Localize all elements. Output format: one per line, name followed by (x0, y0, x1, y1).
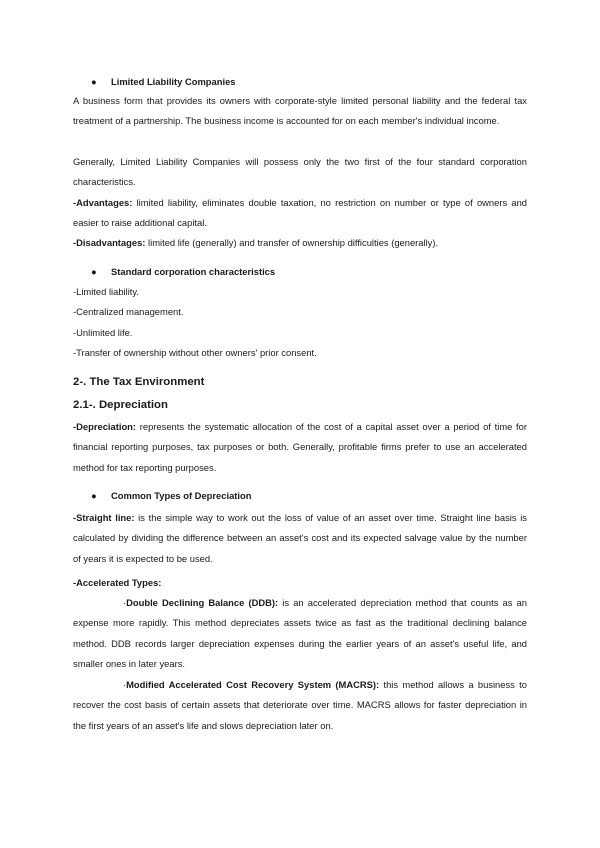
subsection-title: 2.1-. Depreciation (73, 399, 168, 411)
llc-characteristics-note: Generally, Limited Liability Companies will possess only the two first of the four standard corporation characteristics. (73, 156, 527, 188)
straight-line-paragraph (73, 508, 527, 569)
ddb-paragraph (73, 593, 527, 674)
bullet-dot: ● (91, 266, 97, 277)
disadvantages-label: -Disadvantages: (73, 237, 146, 248)
straight-line-text: is the simple way to work out the loss of value of an asset over time. Straight line basis is calculated by dividing the difference between an asset's cost and its expected salvage value by the number of years it is expected to be used. (73, 512, 527, 564)
standard-item: -Limited liability. (73, 286, 139, 297)
macrs-label: Modified Accelerated Cost Recovery System (MACRS): (126, 679, 380, 690)
standard-item: -Transfer of ownership without other owners' prior consent. (73, 347, 317, 358)
section-title: 2-. The Tax Environment (73, 376, 205, 388)
depreciation-definition (73, 417, 527, 478)
llc-disadvantages (73, 233, 527, 253)
standard-heading: Standard corporation characteristics (111, 266, 276, 277)
depreciation-label: -Depreciation: (73, 421, 137, 432)
depreciation-text: represents the systematic allocation of the cost of a capital asset over a period of time for financial reporting purposes, tax purposes or both. Generally, profitable firms prefer to use an accelerated method for tax reporting purposes. (73, 421, 527, 473)
straight-line-label: -Straight line: (73, 512, 135, 523)
ddb-label: Double Declining Balance (DDB): (126, 597, 279, 608)
bullet-dot: ● (91, 76, 97, 87)
macrs-prefix: · (123, 679, 127, 690)
types-heading: Common Types of Depreciation (111, 490, 252, 501)
disadvantages-text: limited life (generally) and transfer of ownership difficulties (generally). (145, 237, 439, 248)
macrs-text: this method allows a business to recover the cost basis of certain assets that deteriorate over time. MACRS allows for faster depreciation in the first years of an asset's life and slows depreciation later on. (73, 679, 527, 731)
standard-item: -Centralized management. (73, 306, 184, 317)
llc-heading: Limited Liability Companies (111, 76, 236, 87)
ddb-text: is an accelerated depreciation method that counts as an expense more rapidly. This method depreciates assets twice as fast as the traditional declining balance method. DDB records larger depreciation expenses during the earlier years of an asset's useful life, and smaller ones in later years. (73, 597, 527, 669)
accelerated-types-label: -Accelerated Types: (73, 577, 162, 588)
macrs-paragraph (73, 675, 527, 736)
llc-advantages (73, 193, 527, 234)
llc-definition: A business form that provides its owners with corporate-style limited personal liability and the federal tax treatment of a partnership. The business income is accounted for on each member's individual income. (73, 95, 527, 127)
advantages-label: -Advantages: (73, 197, 133, 208)
bullet-dot: ● (91, 490, 97, 501)
standard-item: -Unlimited life. (73, 327, 133, 338)
ddb-prefix: · (123, 597, 127, 608)
advantages-text: limited liability, eliminates double taxation, no restriction on number or type of owners and easier to raise additional capital. (73, 197, 527, 229)
